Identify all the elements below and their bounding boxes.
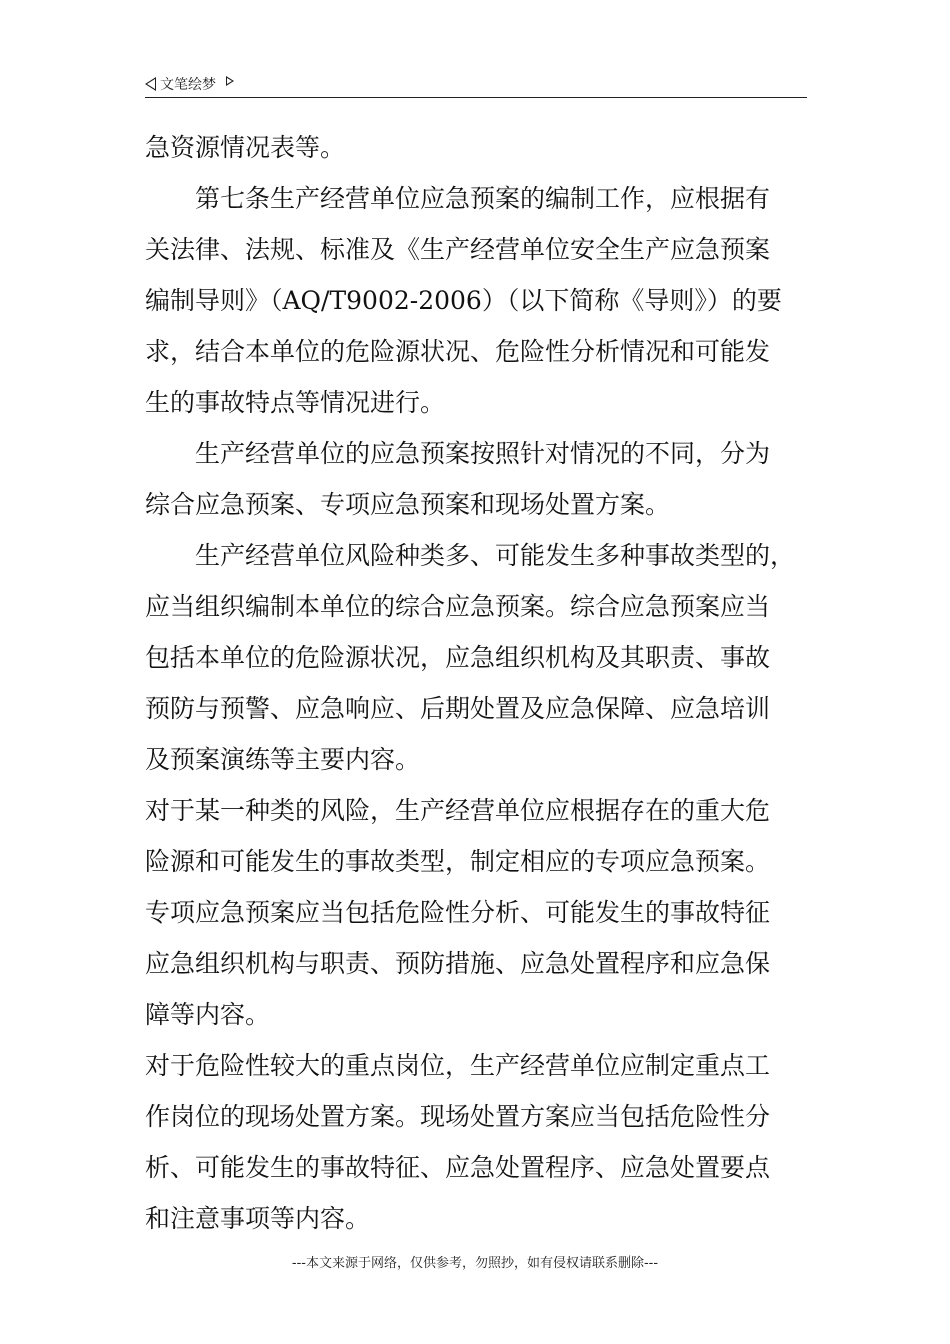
text-line: 生的事故特点等情况进行。	[145, 388, 446, 417]
document-body	[145, 122, 807, 1244]
text-line: 应急组织机构与职责、预防措施、应急处置程序和应急保	[145, 949, 771, 978]
text-line: 专项应急预案应当包括危险性分析、可能发生的事故特征	[145, 898, 771, 927]
text-line: 障等内容。	[145, 1000, 271, 1029]
text-line: 和注意事项等内容。	[145, 1204, 371, 1233]
text-line: 第七条生产经营单位应急预案的编制工作，应根据有	[195, 184, 771, 213]
text-line: 对于某一种类的风险，生产经营单位应根据存在的重大危	[145, 796, 771, 825]
text-line: 生产经营单位风险种类多、可能发生多种事故类型的，	[195, 541, 796, 570]
text-line: 包括本单位的危险源状况，应急组织机构及其职责、事故	[145, 643, 771, 672]
text-line: 关法律、法规、标准及《生产经营单位安全生产应急预案	[145, 235, 771, 264]
text-line: 应当组织编制本单位的综合应急预案。综合应急预案应当	[145, 592, 771, 621]
triangle-right-icon	[226, 76, 234, 86]
text-line: 急资源情况表等。	[145, 133, 346, 162]
page-footer: ---本文来源于网络，仅供参考，勿照抄，如有侵权请联系删除---	[291, 1256, 659, 1271]
text-line: 险源和可能发生的事故类型，制定相应的专项应急预案。	[145, 847, 771, 876]
text-line: 生产经营单位的应急预案按照针对情况的不同，分为	[195, 439, 771, 468]
header-rule	[145, 97, 807, 98]
text-line: 预防与预警、应急响应、后期处置及应急保障、应急培训	[145, 694, 771, 723]
text-line: 综合应急预案、专项应急预案和现场处置方案。	[145, 490, 671, 519]
header-title: 文笔绘梦	[160, 77, 216, 93]
text-line: 求，结合本单位的危险源状况、危险性分析情况和可能发	[145, 337, 771, 366]
triangle-left-icon	[145, 77, 156, 91]
text-line: 作岗位的现场处置方案。现场处置方案应当包括危险性分	[145, 1102, 771, 1131]
page-header	[145, 74, 234, 94]
text-line: 析、可能发生的事故特征、应急处置程序、应急处置要点	[145, 1153, 771, 1182]
text-line: 及预案演练等主要内容。	[145, 745, 421, 774]
text-line: 对于危险性较大的重点岗位，生产经营单位应制定重点工	[145, 1051, 771, 1080]
text-line: 编制导则》（AQ/T9002-2006）（以下简称《导则》）的要	[145, 286, 782, 315]
